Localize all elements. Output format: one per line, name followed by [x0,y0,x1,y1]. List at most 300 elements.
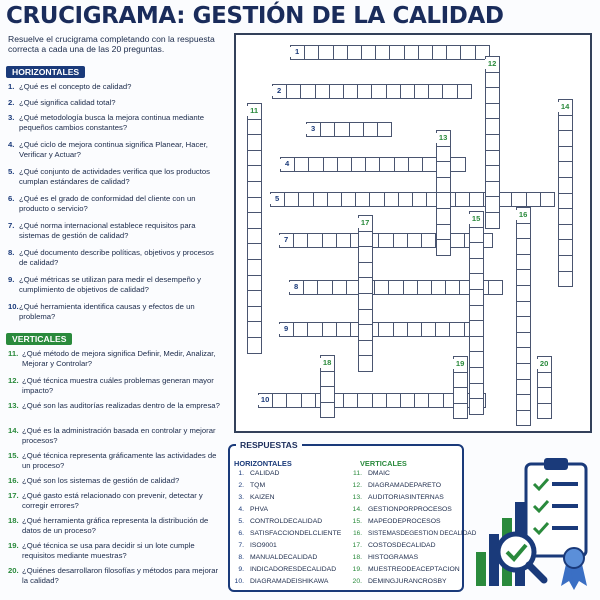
crossword-cell-h9[interactable] [407,322,422,337]
answer-number: 13. [352,494,362,501]
clue-number-h2: 2 [272,86,286,96]
crossword-cell-h8[interactable] [303,280,318,295]
answers-title: RESPUESTAS [236,440,302,450]
crossword-cell-v14[interactable] [558,255,573,272]
crossword-cell-v11[interactable] [247,275,262,292]
crossword-cell-h5[interactable] [355,192,370,207]
crossword-cell-v11[interactable] [247,150,262,167]
clue-number: 10. [8,302,19,311]
section-tag-vertical: VERTICALES [6,333,72,345]
clue-text: ¿Qué conjunto de actividades verifica que los productos cumplan estándares de calidad? [19,167,211,186]
answer-vertical-12 [346,482,441,490]
crossword-cell-h5[interactable] [540,192,555,207]
answer-word: DIAGRAMADEISHIKAWA [250,578,329,585]
crossword-cell-h1[interactable] [347,45,362,60]
crossword-cell-v18[interactable] [320,386,335,403]
crossword-cell-h1[interactable] [460,45,475,60]
answer-vertical-14 [346,506,452,514]
crossword-cell-h5[interactable] [327,192,342,207]
award-ribbon-icon [561,548,587,590]
crossword-cell-h1[interactable] [432,45,447,60]
crossword-cell-v20[interactable] [537,403,552,420]
clue-number-h1: 1 [290,47,304,57]
crossword-cell-v14[interactable] [558,224,573,241]
clue-horizontal-4 [8,140,224,159]
answer-number: 17. [352,542,362,549]
crossword-cell-v14[interactable] [558,130,573,147]
crossword-cell-v12[interactable] [485,134,500,151]
answer-word: CALIDAD [250,470,280,477]
clue-text: ¿Qué es el concepto de calidad? [19,82,132,91]
crossword-cell-h10[interactable] [286,393,301,408]
crossword-cell-h1[interactable] [418,45,433,60]
crossword-cell-v19[interactable] [453,403,468,420]
crossword-cell-h2[interactable] [329,84,344,99]
answer-horizontal-7 [228,542,277,550]
crossword-cell-v16[interactable] [516,285,531,302]
crossword-cell-v11[interactable] [247,337,262,354]
crossword-cell-h1[interactable] [389,45,404,60]
crossword-cell-v13[interactable] [436,208,451,225]
clue-number: 18. [8,516,19,525]
crossword-cell-h10[interactable] [400,393,415,408]
crossword-cell-v16[interactable] [516,316,531,333]
crossword-cell-h8[interactable] [403,280,418,295]
crossword-cell-v13[interactable] [436,192,451,209]
answer-number: 3. [238,494,244,501]
clue-number-h7: 7 [279,235,293,245]
crossword-cell-h2[interactable] [457,84,472,99]
clue-horizontal-5 [8,167,224,186]
crossword-cell-h9[interactable] [307,322,322,337]
crossword-cell-h3[interactable] [363,122,378,137]
crossword-cell-v18[interactable] [320,402,335,419]
crossword-cell-h7[interactable] [307,233,322,248]
crossword-cell-v17[interactable] [358,277,373,294]
clue-number: 11. [8,349,19,358]
crossword-cell-h7[interactable] [322,233,337,248]
crossword-cell-v12[interactable] [485,72,500,89]
clue-number-v14: 14 [558,102,572,112]
crossword-cell-h4[interactable] [351,157,366,172]
crossword-cell-v16[interactable] [516,332,531,349]
clue-vertical-17 [8,491,224,510]
crossword-cell-h8[interactable] [332,280,347,295]
crossword-cell-h5[interactable] [412,192,427,207]
crossword-cell-h4[interactable] [379,157,394,172]
answer-number: 10. [234,578,244,585]
crossword-cell-h5[interactable] [398,192,413,207]
answer-horizontal-10 [228,578,328,586]
answer-horizontal-8 [228,554,317,562]
crossword-cell-h8[interactable] [374,280,389,295]
crossword-cell-v13[interactable] [436,161,451,178]
crossword-cell-v17[interactable] [358,293,373,310]
answer-word: SISTEMASDEGESTION DECALIDAD [368,530,477,537]
crossword-cell-h2[interactable] [400,84,415,99]
crossword-cell-h4[interactable] [450,157,465,172]
crossword-cell-v20[interactable] [537,372,552,389]
crossword-cell-v15[interactable] [469,336,484,353]
clue-horizontal-10 [8,302,224,321]
crossword-cell-v15[interactable] [469,305,484,322]
clue-number: 4. [8,140,15,149]
crossword-cell-h4[interactable] [394,157,409,172]
crossword-cell-v11[interactable] [247,306,262,323]
crossword-cell-v15[interactable] [469,398,484,415]
crossword-cell-v17[interactable] [358,231,373,248]
crossword-cell-h5[interactable] [369,192,384,207]
clue-horizontal-1 [8,82,224,92]
crossword-cell-h2[interactable] [315,84,330,99]
answer-word: PHVA [250,506,269,513]
crossword-cell-v14[interactable] [558,193,573,210]
crossword-cell-h4[interactable] [323,157,338,172]
crossword-cell-h10[interactable] [301,393,316,408]
crossword-cell-v11[interactable] [247,321,262,338]
crossword-cell-v12[interactable] [485,212,500,229]
crossword-cell-h8[interactable] [317,280,332,295]
clue-number: 15. [8,451,19,460]
crossword-cell-v17[interactable] [358,324,373,341]
crossword-cell-h9[interactable] [378,322,393,337]
crossword-cell-h8[interactable] [445,280,460,295]
answer-word: TQM [250,482,266,489]
clue-number: 1. [8,82,15,91]
crossword-cell-v17[interactable] [358,309,373,326]
answer-number: 11. [353,470,362,477]
crossword-cell-h2[interactable] [286,84,301,99]
answer-number: 15. [352,518,362,525]
crossword-cell-v18[interactable] [320,371,335,388]
clue-text: ¿Qué documento describe políticas, objetivos y procesos de calidad? [19,248,214,267]
clue-text: ¿Qué herramienta identifica causas y efectos de un problema? [19,302,195,321]
clue-horizontal-6 [8,194,224,213]
clue-number: 16. [8,476,19,485]
crossword-cell-v14[interactable] [558,271,573,288]
clue-number: 8. [8,248,15,257]
crossword-cell-h1[interactable] [375,45,390,60]
answers-horizontal-heading: HORIZONTALES [234,459,292,468]
crossword-cell-v15[interactable] [469,273,484,290]
answer-word: HISTOGRAMAS [368,554,419,561]
crossword-cell-h3[interactable] [349,122,364,137]
clue-horizontal-7 [8,221,224,240]
clue-number-v20: 20 [537,359,551,369]
crossword-cell-v12[interactable] [485,196,500,213]
clue-text: ¿Qué es el grado de conformidad del cliente con un producto o servicio? [19,194,196,213]
clue-vertical-19 [8,541,224,560]
answer-horizontal-5 [228,518,322,526]
answer-word: INDICADORESDECALIDAD [250,566,337,573]
answer-number: 4. [238,506,244,513]
clue-number-v19: 19 [453,359,467,369]
crossword-cell-v15[interactable] [469,383,484,400]
crossword-cell-h10[interactable] [372,393,387,408]
clue-number-v16: 16 [516,210,530,220]
crossword-cell-v11[interactable] [247,212,262,229]
crossword-cell-h7[interactable] [449,233,464,248]
answer-word: MANUALDECALIDAD [250,554,318,561]
crossword-cell-v14[interactable] [558,115,573,132]
crossword-cell-v20[interactable] [537,387,552,404]
crossword-cell-h4[interactable] [337,157,352,172]
crossword-cell-h3[interactable] [320,122,335,137]
answer-word: DEMINGJURANCROSBY [368,578,447,585]
crossword-cell-h10[interactable] [272,393,287,408]
clue-number: 17. [8,491,19,500]
clue-text: ¿Quiénes desarrollaron filosofías y métodos para mejorar la calidad? [22,566,219,585]
crossword-cell-v11[interactable] [247,197,262,214]
clue-number-h10: 10 [258,395,272,405]
crossword-cell-v13[interactable] [436,224,451,241]
crossword-cell-h1[interactable] [361,45,376,60]
answer-vertical-16 [346,530,476,538]
answer-vertical-15 [346,518,441,526]
clue-number: 13. [8,401,19,410]
crossword-cell-v15[interactable] [469,242,484,259]
clue-text: ¿Qué norma internacional establece requisitos para sistemas de gestión de calidad? [19,221,196,240]
crossword-cell-h8[interactable] [488,280,503,295]
crossword-cell-v12[interactable] [485,118,500,135]
clue-text: ¿Qué método de mejora significa Definir, Medir, Analizar, Mejorar y Controlar? [22,349,216,368]
answer-number: 12. [352,482,362,489]
crossword-cell-h2[interactable] [442,84,457,99]
crossword-cell-h5[interactable] [298,192,313,207]
clue-number: 9. [8,275,15,284]
crossword-cell-h5[interactable] [284,192,299,207]
crossword-cell-h9[interactable] [435,322,450,337]
crossword-cell-h10[interactable] [386,393,401,408]
quality-illustration [472,452,598,598]
answer-vertical-11 [346,470,390,478]
clue-text: ¿Qué métricas se utilizan para medir el desempeño y cumplimiento de objetivos de calidad? [19,275,202,294]
crossword-cell-v11[interactable] [247,243,262,260]
crossword-cell-h5[interactable] [511,192,526,207]
crossword-cell-v11[interactable] [247,165,262,182]
crossword-cell-v15[interactable] [469,367,484,384]
crossword-cell-v11[interactable] [247,228,262,245]
crossword-cell-h10[interactable] [357,393,372,408]
answer-number: 5. [238,518,244,525]
crossword-cell-v16[interactable] [516,238,531,255]
crossword-cell-h7[interactable] [293,233,308,248]
crossword-cell-v15[interactable] [469,289,484,306]
crossword-cell-h5[interactable] [341,192,356,207]
crossword-cell-h2[interactable] [428,84,443,99]
clue-text: ¿Qué metodología busca la mejora continua mediante pequeños cambios constantes? [19,113,205,132]
crossword-cell-h5[interactable] [384,192,399,207]
crossword-cell-h4[interactable] [294,157,309,172]
clue-text: ¿Qué técnica se usa para decidir si un lote cumple requisitos mediante muestras? [22,541,195,560]
crossword-cell-h3[interactable] [334,122,349,137]
crossword-cell-v11[interactable] [247,134,262,151]
crossword-cell-v16[interactable] [516,269,531,286]
answer-horizontal-6 [228,530,341,538]
clue-number-v12: 12 [485,59,499,69]
crossword-cell-h3[interactable] [377,122,392,137]
answer-number: 6. [238,530,244,537]
crossword-cell-v11[interactable] [247,181,262,198]
crossword-cell-v11[interactable] [247,119,262,136]
answer-number: 9. [238,566,244,573]
crossword-cell-h8[interactable] [431,280,446,295]
clue-vertical-13 [8,401,224,411]
answer-number: 2. [238,482,244,489]
clue-text: ¿Qué técnica muestra cuáles problemas generan mayor impacto? [22,376,214,395]
crossword-cell-v17[interactable] [358,355,373,372]
clue-number-v18: 18 [320,358,334,368]
crossword-cell-h5[interactable] [455,192,470,207]
crossword-cell-h1[interactable] [318,45,333,60]
crossword-cell-h7[interactable] [421,233,436,248]
crossword-cell-v15[interactable] [469,258,484,275]
clue-number: 3. [8,113,15,122]
answer-horizontal-1 [228,470,279,478]
crossword-cell-v16[interactable] [516,394,531,411]
crossword-cell-v16[interactable] [516,410,531,427]
clue-vertical-16 [8,476,224,486]
crossword-cell-v14[interactable] [558,208,573,225]
answer-vertical-17 [346,542,435,550]
clue-text: ¿Qué son los sistemas de gestión de calidad? [22,476,180,485]
clue-number: 2. [8,98,15,107]
crossword-cell-h1[interactable] [404,45,419,60]
crossword-cell-v19[interactable] [453,387,468,404]
crossword-cell-v12[interactable] [485,150,500,167]
crossword-cell-h2[interactable] [357,84,372,99]
crossword-cell-h4[interactable] [408,157,423,172]
instructions: Resuelve el crucigrama completando con la respuesta correcta a cada una de las 20 preguntas. [8,34,215,54]
crossword-cell-v17[interactable] [358,246,373,263]
crossword-cell-h1[interactable] [304,45,319,60]
crossword-cell-h9[interactable] [393,322,408,337]
crossword-cell-v14[interactable] [558,146,573,163]
clue-vertical-15 [8,451,224,470]
answer-number: 20. [352,578,362,585]
clue-vertical-12 [8,376,224,395]
crossword-cell-v14[interactable] [558,161,573,178]
crossword-cell-h2[interactable] [371,84,386,99]
crossword-cell-v13[interactable] [436,239,451,256]
clue-number-h5: 5 [270,194,284,204]
answer-vertical-13 [346,494,444,502]
answer-word: KAIZEN [250,494,275,501]
crossword-cell-h9[interactable] [421,322,436,337]
clue-text: ¿Qué es la administración basada en controlar y mejorar procesos? [22,426,216,445]
crossword-cell-h8[interactable] [388,280,403,295]
crossword-cell-h7[interactable] [407,233,422,248]
crossword-cell-v15[interactable] [469,227,484,244]
answer-number: 19. [352,566,362,573]
crossword-cell-v12[interactable] [485,181,500,198]
crossword-cell-h7[interactable] [378,233,393,248]
crossword-cell-v16[interactable] [516,379,531,396]
answer-word: GESTIONPORPROCESOS [368,506,452,513]
answer-number: 18. [352,554,362,561]
crossword-cell-h8[interactable] [417,280,432,295]
crossword-cell-v16[interactable] [516,347,531,364]
crossword-cell-h10[interactable] [414,393,429,408]
clue-vertical-18 [8,516,224,535]
crossword-cell-h4[interactable] [422,157,437,172]
crossword-cell-h10[interactable] [428,393,443,408]
crossword-cell-h9[interactable] [336,322,351,337]
answer-vertical-20 [346,578,447,586]
crossword-cell-h7[interactable] [336,233,351,248]
crossword-cell-h5[interactable] [469,192,484,207]
answer-number: 1. [238,470,244,477]
answer-vertical-19 [346,566,460,574]
crossword-cell-h10[interactable] [343,393,358,408]
clue-text: ¿Qué herramienta gráfica representa la distribución de datos de un proceso? [22,516,209,535]
crossword-cell-v12[interactable] [485,165,500,182]
crossword-cell-h9[interactable] [322,322,337,337]
crossword-cell-h9[interactable] [449,322,464,337]
crossword-cell-h5[interactable] [313,192,328,207]
crossword-cell-v16[interactable] [516,363,531,380]
crossword-cell-h7[interactable] [393,233,408,248]
clue-number: 6. [8,194,15,203]
answers-vertical-heading: VERTICALES [360,459,407,468]
crossword-cell-h4[interactable] [308,157,323,172]
answer-word: ISO9001 [250,542,277,549]
crossword-cell-v17[interactable] [358,262,373,279]
crossword-cell-v13[interactable] [436,146,451,163]
clue-horizontal-3 [8,113,224,132]
clue-text: ¿Qué son las auditorías realizadas dentro de la empresa? [22,401,220,410]
crossword-cell-h2[interactable] [386,84,401,99]
crossword-cell-h1[interactable] [333,45,348,60]
answer-word: CONTROLDECALIDAD [250,518,323,525]
answer-vertical-18 [346,554,418,562]
crossword-cell-h2[interactable] [343,84,358,99]
answer-word: SATISFACCIONDELCLIENTE [250,530,342,537]
crossword-cell-v13[interactable] [436,177,451,194]
crossword-cell-v11[interactable] [247,290,262,307]
answer-word: DMAIC [368,470,390,477]
clue-text: ¿Qué ciclo de mejora continua significa Planear, Hacer, Verificar y Actuar? [19,140,208,159]
crossword-cell-v14[interactable] [558,239,573,256]
crossword-cell-v12[interactable] [485,87,500,104]
crossword-cell-h2[interactable] [414,84,429,99]
crossword-cell-h4[interactable] [365,157,380,172]
crossword-cell-h9[interactable] [293,322,308,337]
crossword-cell-v12[interactable] [485,103,500,120]
answer-horizontal-3 [228,494,275,502]
crossword-cell-v14[interactable] [558,177,573,194]
crossword-cell-v15[interactable] [469,351,484,368]
clue-number: 12. [8,376,19,385]
clue-number-h3: 3 [306,124,320,134]
clue-number-v13: 13 [436,133,450,143]
crossword-cell-v15[interactable] [469,320,484,337]
answer-horizontal-2 [228,482,265,490]
crossword-cell-v16[interactable] [516,301,531,318]
clue-text: ¿Qué técnica representa gráficamente las actividades de un proceso? [22,451,217,470]
crossword-cell-v11[interactable] [247,259,262,276]
clue-text: ¿Qué significa calidad total? [19,98,116,107]
crossword-cell-v16[interactable] [516,223,531,240]
clue-number: 5. [8,167,15,176]
crossword-cell-h5[interactable] [526,192,541,207]
crossword-cell-v17[interactable] [358,340,373,357]
crossword-cell-h1[interactable] [446,45,461,60]
crossword-cell-v19[interactable] [453,372,468,389]
crossword-cell-h2[interactable] [300,84,315,99]
answer-number: 8. [238,554,244,561]
crossword-cell-v16[interactable] [516,254,531,271]
